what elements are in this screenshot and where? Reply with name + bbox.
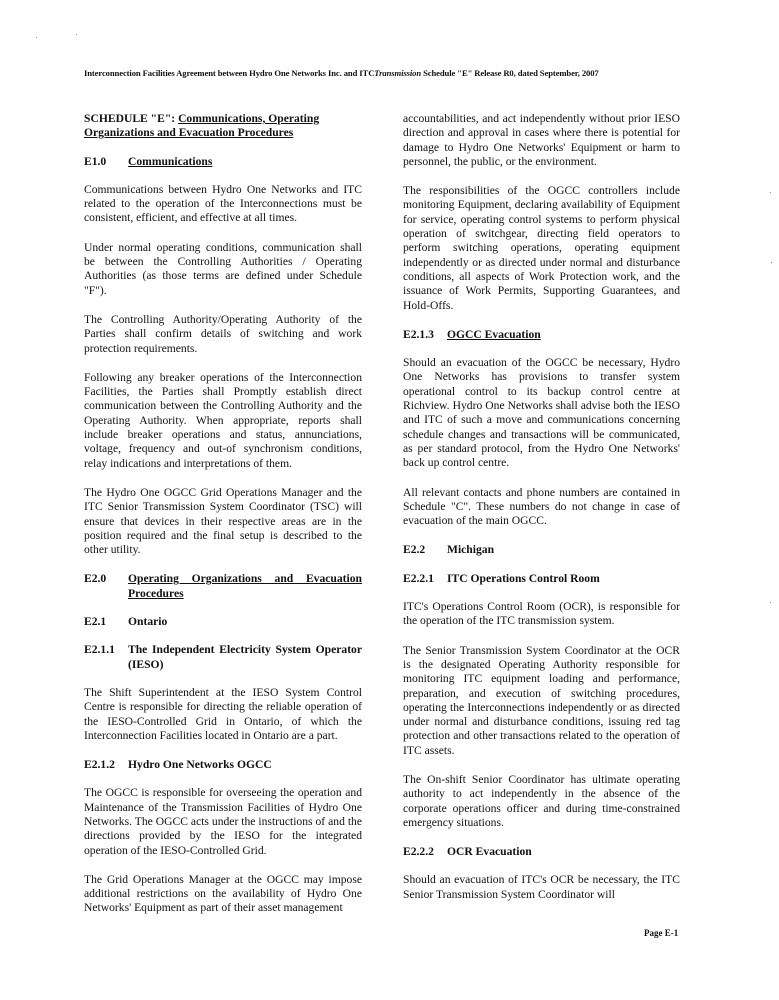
paragraph: All relevant contacts and phone numbers are contained in Schedule "C". These numbers do not change in case of evacuation of the main OGCC.: [403, 485, 680, 528]
scan-speck: [770, 192, 771, 193]
paragraph: Should an evacuation of the OGCC be necessary, Hydro One Networks has provisions to transfer system operational control to its backup control centre at Richview. Hydro One Networks shall advise both the IESO and ITC of such a move and communications concerning schedule changes and transactions will be communicated, as per standard protocol, from the Hydro One Networks' back up control centre.: [403, 356, 680, 470]
paragraph: Following any breaker operations of the Interconnection Facilities, the Parties shall Promptly establish direct communication between the Controlling Authority and the Operating Authority. When appropriate, reports shall include breaker operations and status, annunciations, voltage, frequency and out-of synchronism conditions, relay indications and interpretations of them.: [84, 370, 362, 470]
right-column: [403, 112, 680, 917]
page-number: Page E-1: [644, 928, 679, 938]
heading-e2-2-1: E2.2.1 ITC Operations Control Room: [403, 571, 600, 585]
paragraph: The Controlling Authority/Operating Authority of the Parties shall confirm details of switching and work protection requirements.: [84, 312, 362, 355]
heading-e2-1-1: E2.1.1 The Independent Electricity System Operator (IESO): [84, 643, 362, 671]
heading-e2-2: E2.2 Michigan: [403, 543, 495, 557]
paragraph: The Shift Superintendent at the IESO System Control Centre is responsible for directing the reliable operation of the IESO-Controlled Grid in Ontario, of which the Interconnection Facilities located in Ontario are a part.: [84, 685, 362, 742]
scan-speck: [76, 34, 77, 35]
paragraph: The OGCC is responsible for overseeing the operation and Maintenance of the Transmission Facilities of Hydro One Networks. The OGCC acts under the instructions of and the directions provided by the IESO for the integrated operation of the IESO-Controlled Grid.: [84, 786, 362, 857]
heading-e2-2-2: E2.2.2 OCR Evacuation: [403, 845, 532, 859]
heading-e1-0: E1.0 Communications: [84, 154, 213, 168]
paragraph: Should an evacuation of ITC's OCR be necessary, the ITC Senior Transmission System Coordinator will: [403, 873, 680, 901]
paragraph: The Grid Operations Manager at the OGCC may impose additional restrictions on the availability of Hydro One Networks' Equipment as part of their asset management: [84, 872, 362, 915]
paragraph: ITC's Operations Control Room (OCR), is responsible for the operation of the ITC transmission system.: [403, 600, 680, 628]
paragraph: The Hydro One OGCC Grid Operations Manager and the ITC Senior Transmission System Coordinator (TSC) will ensure that devices in their respective areas are in the position required and the final setup is described to the other utility.: [84, 485, 362, 557]
paragraph: The Senior Transmission System Coordinator at the OCR is the designated Operating Authority responsible for monitoring ITC equipment loading and performance, preparation, and execution of switching procedures, operating the Interconnections independently or as directed under normal and disturbance conditions, issuing red tag protection and other transactions related to the operation of ITC assets.: [403, 643, 680, 757]
paragraph: Communications between Hydro One Networks and ITC related to the operation of the Interconnections must be consistent, efficient, and effective at all times.: [84, 182, 362, 225]
scan-speck: [36, 37, 37, 38]
paragraph: Under normal operating conditions, communication shall be between the Controlling Authorities / Operating Authorities (as those terms are defined under Schedule "F").: [84, 240, 362, 297]
heading-e2-1-2: E2.1.2 Hydro One Networks OGCC: [84, 758, 272, 772]
scan-speck: [771, 262, 772, 263]
heading-e2-0: E2.0 Operating Organizations and Evacuation Procedures: [84, 572, 362, 600]
paragraph: The On-shift Senior Coordinator has ultimate operating authority to act independently in the absence of the corporate operations officer and during time-constrained emergency situations.: [403, 772, 680, 829]
paragraph: accountabilities, and act independently without prior IESO direction and approval in cases where there is potential for damage to Hydro One Networks' Equipment or harm to personnel, the public, or the environment.: [403, 112, 680, 168]
heading-e2-1: E2.1 Ontario: [84, 615, 168, 629]
scan-speck: [770, 602, 771, 603]
paragraph: The responsibilities of the OGCC controllers include monitoring Equipment, declaring availability of Equipment for service, operating control systems to perform physical operation of switchgear, directing field operators to perform switching operations, operating equipment independently or as directed under normal and disturbance conditions, all aspects of Work Protection work, and the issuance of Work Permits, Supporting Guarantees, and Hold-Offs.: [403, 184, 680, 312]
heading-e2-1-3: E2.1.3 OGCC Evacuation: [403, 327, 541, 341]
schedule-title: SCHEDULE "E": Communications, Operating Organizations and Evacuation Procedures: [84, 112, 320, 140]
left-column: [84, 112, 362, 931]
page-header: Interconnection Facilities Agreement between Hydro One Networks Inc. and ITCTransmission Schedule "E" Release R0, dated September, 2007: [84, 68, 599, 78]
